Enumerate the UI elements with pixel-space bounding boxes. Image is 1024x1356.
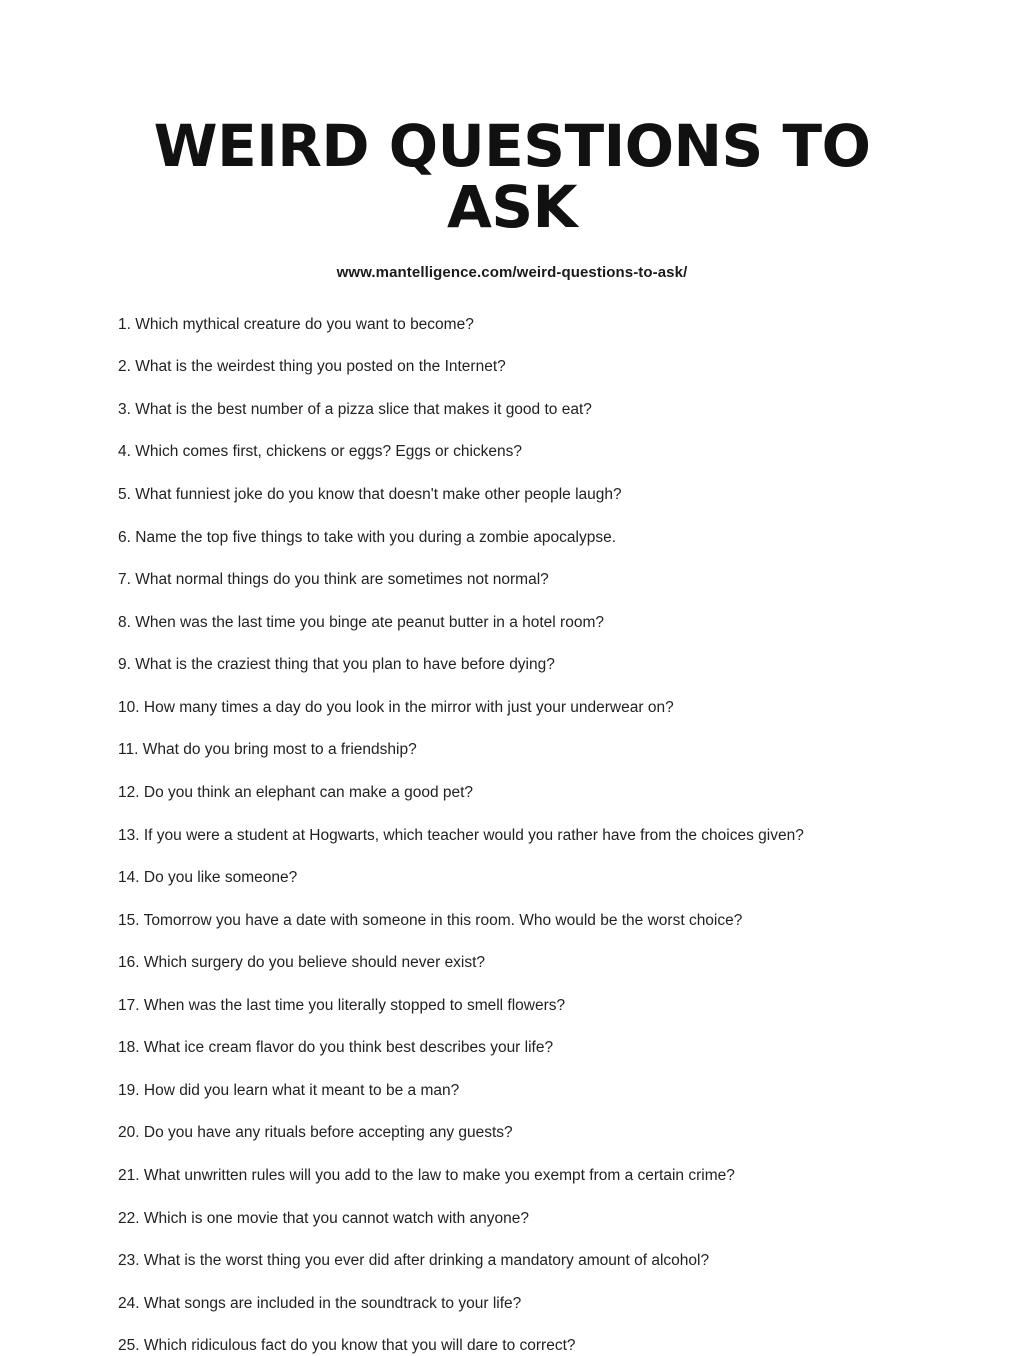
question-text: What is the worst thing you ever did after drinking a mandatory amount of alcohol?: [143, 1252, 710, 1270]
list-item: [118, 528, 944, 547]
question-number: 21.: [118, 1167, 140, 1185]
question-number: 1.: [118, 315, 131, 333]
question-list: [80, 281, 944, 1356]
list-item: [118, 953, 944, 972]
question-text: What unwritten rules will you add to the law to make you exempt from a certain crime?: [143, 1167, 735, 1185]
question-number: 7.: [118, 571, 131, 589]
question-text: Tomorrow you have a date with someone in this room. Who would be the worst choice?: [143, 911, 743, 929]
list-item: [118, 826, 944, 845]
question-text: What is the craziest thing that you plan to have before dying?: [135, 656, 555, 674]
list-item: [118, 698, 944, 717]
question-text: Name the top five things to take with you during a zombie apocalypse.: [135, 528, 617, 546]
question-text: What funniest joke do you know that doesn't make other people laugh?: [135, 486, 622, 504]
question-text: What is the weirdest thing you posted on the Internet?: [135, 358, 506, 376]
list-item: [118, 1123, 944, 1142]
question-number: 6.: [118, 528, 131, 546]
question-text: Which mythical creature do you want to become?: [135, 315, 474, 333]
list-item: [118, 911, 944, 930]
list-item: [118, 485, 944, 504]
question-number: 13.: [118, 826, 140, 844]
question-number: 11.: [118, 741, 139, 759]
list-item: [118, 655, 944, 674]
question-text: What songs are included in the soundtrack to your life?: [143, 1294, 522, 1312]
question-text: Do you like someone?: [143, 869, 298, 887]
list-item: [118, 868, 944, 887]
question-number: 22.: [118, 1209, 140, 1227]
question-number: 18.: [118, 1039, 140, 1057]
question-number: 12.: [118, 783, 140, 801]
question-number: 4.: [118, 443, 131, 461]
question-text: When was the last time you binge ate peanut butter in a hotel room?: [135, 613, 604, 631]
question-text: What ice cream flavor do you think best describes your life?: [143, 1039, 554, 1057]
question-number: 25.: [118, 1337, 140, 1355]
question-text: Which ridiculous fact do you know that you will dare to correct?: [143, 1337, 576, 1355]
question-number: 16.: [118, 954, 140, 972]
list-item: [118, 783, 944, 802]
question-number: 2.: [118, 358, 131, 376]
question-text: What is the best number of a pizza slice that makes it good to eat?: [135, 400, 592, 418]
question-number: 17.: [118, 996, 140, 1014]
question-number: 15.: [118, 911, 140, 929]
question-text: Which is one movie that you cannot watch with anyone?: [143, 1209, 530, 1227]
list-item: [118, 996, 944, 1015]
question-text: Do you think an elephant can make a good pet?: [143, 783, 474, 801]
question-text: When was the last time you literally stopped to smell flowers?: [143, 996, 566, 1014]
list-item: [118, 1038, 944, 1057]
page-title: WEIRD QUESTIONS TO ASK: [153, 112, 871, 241]
question-text: What normal things do you think are sometimes not normal?: [135, 571, 549, 589]
list-item: [118, 1166, 944, 1185]
question-number: 10.: [118, 698, 140, 716]
question-number: 5.: [118, 486, 131, 504]
question-text: Which comes first, chickens or eggs? Eggs or chickens?: [135, 443, 523, 461]
list-item: [118, 1294, 944, 1313]
question-number: 9.: [118, 656, 131, 674]
question-number: 14.: [118, 869, 140, 887]
list-item: [118, 1251, 944, 1270]
source-url: www.mantelligence.com/weird-questions-to-ask/: [336, 263, 688, 281]
list-item: [118, 613, 944, 632]
question-number: 23.: [118, 1252, 140, 1270]
list-item: [118, 1336, 944, 1355]
question-text: If you were a student at Hogwarts, which teacher would you rather have from the choices given?: [143, 826, 804, 844]
list-item: [118, 315, 944, 334]
list-item: [118, 400, 944, 419]
question-text: What do you bring most to a friendship?: [142, 741, 417, 759]
list-item: [118, 1209, 944, 1228]
question-text: How many times a day do you look in the mirror with just your underwear on?: [143, 698, 674, 716]
question-text: Which surgery do you believe should never exist?: [143, 954, 486, 972]
question-number: 3.: [118, 400, 131, 418]
question-number: 8.: [118, 613, 131, 631]
question-text: Do you have any rituals before accepting any guests?: [143, 1124, 513, 1142]
list-item: [118, 570, 944, 589]
question-number: 20.: [118, 1124, 140, 1142]
list-item: [118, 357, 944, 376]
question-number: 19.: [118, 1081, 140, 1099]
list-item: [118, 442, 944, 461]
list-item: [118, 740, 944, 759]
list-item: [118, 1081, 944, 1100]
question-number: 24.: [118, 1294, 140, 1312]
question-text: How did you learn what it meant to be a man?: [143, 1081, 460, 1099]
